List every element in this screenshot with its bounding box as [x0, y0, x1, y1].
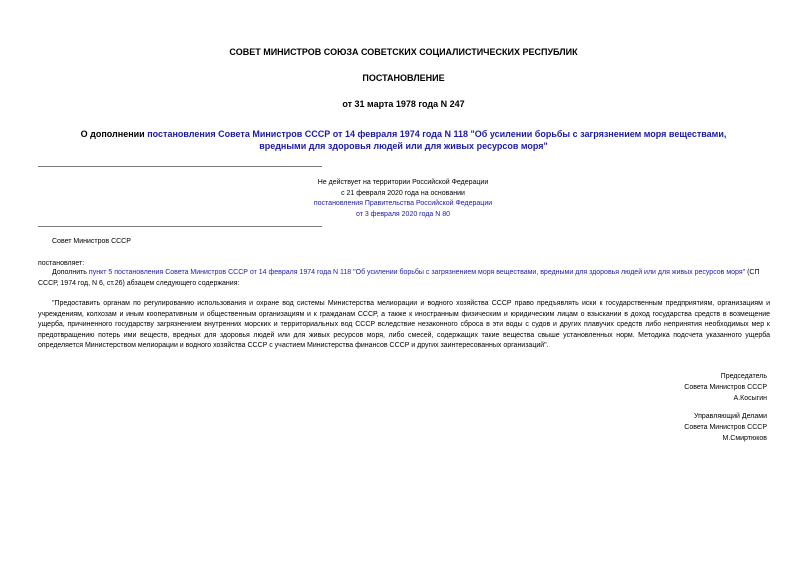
status-link-1[interactable]: постановления Правительства Российской Федерации [313, 200, 493, 207]
chair-title: Председатель [720, 373, 767, 380]
document-type: ПОСТАНОВЛЕНИЕ [362, 73, 445, 83]
status-line-2: с 21 февраля 2020 года на основании [341, 189, 465, 197]
amend-suffix: (СП СССР, 1974 год, N 6, ст.26) абзацем следующего содержания: [38, 269, 760, 287]
admin-org: Совета Министров СССР [684, 424, 767, 431]
status-line-1: Не действует на территории Российской Федерации [317, 179, 489, 186]
amend-link[interactable]: пункт 5 постановления Совета Министров СССР от 14 февраля 1974 года N 118 "Об усилении борьбы с загрязнением моря веществами, вредными для здоровья людей или для живых ресурсов моря" [88, 269, 746, 276]
chair-name: А.Косыгин [733, 395, 767, 402]
divider-top [38, 166, 322, 167]
document-subject [60, 128, 747, 152]
signature-admin [684, 411, 767, 444]
chair-org: Совета Министров СССР [684, 384, 767, 391]
amend-prefix: Дополнить [52, 269, 89, 276]
council-heading: СОВЕТ МИНИСТРОВ СОЮЗА СОВЕТСКИХ СОЦИАЛИСТИЧЕСКИХ РЕСПУБЛИК [229, 47, 578, 57]
signature-chair [684, 371, 767, 404]
issuer-line: Совет Министров СССР [52, 238, 131, 245]
document-date: от 31 марта 1978 года N 247 [342, 99, 465, 109]
divider-bottom [38, 226, 322, 227]
subject-link[interactable]: постановления Совета Министров СССР от 14 февраля 1974 года N 118 "Об усилении борьбы с загрязнением моря веществами, вредными для здоровья людей или для живых ресурсов моря" [147, 129, 727, 151]
status-link-2[interactable]: от 3 февраля 2020 года N 80 [355, 210, 451, 218]
status-note [245, 178, 561, 220]
subject-prefix: О дополнении [80, 129, 148, 139]
admin-name: М.Смиртюков [722, 435, 767, 442]
admin-title: Управляющий Делами [693, 413, 767, 420]
resolves-line: постановляет: [38, 260, 85, 267]
amend-paragraph [38, 268, 770, 289]
quote-paragraph: "Предоставить органам по регулированию использования и охране вод системы Министерства мелиорации и водного хозяйства СССР право предъявлять иски к государственным предприятиям, организациям и учреждениям, колхозам и иным кооперативным и общественным организациям и к гражданам СССР, а также к иностранным физическим и юридическим лицам о взыскании в доход государства средств в возмещение ущерба, причиненного государству загрязнением внутренних морских и территориальных вод СССР вследствие незаконного сброса в эти воды с судов и других плавучих средств либо непринятия необходимых мер к предотвращению потерь ими веществ, вредных для здоровья людей или для живых ресурсов моря, либо смесей, содержащих такие вещества свыше установленных норм. Методика подсчета указанного ущерба определяется Министерством мелиорации и водного хозяйства СССР с участием Министерства финансов СССР и других заинтересованных организаций". [38, 300, 770, 349]
